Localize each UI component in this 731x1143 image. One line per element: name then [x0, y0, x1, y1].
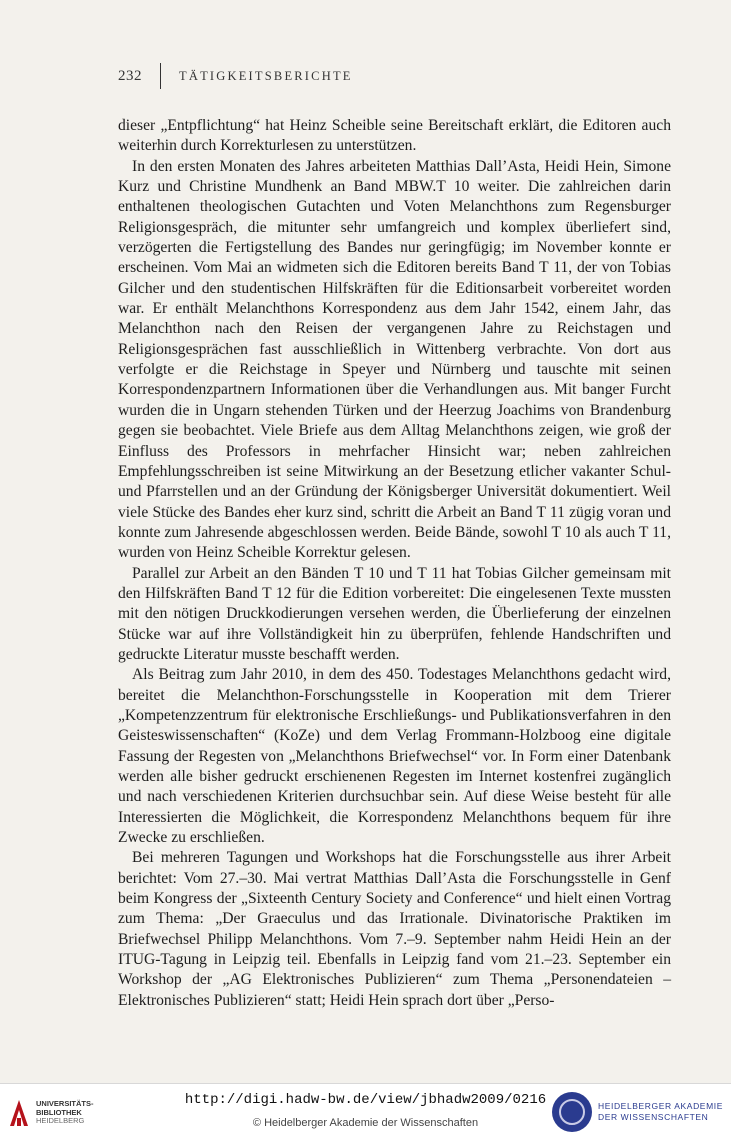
academy-name-line2: DER WISSENSCHAFTEN: [597, 1112, 709, 1122]
library-name-line1: UNIVERSITÄTS-: [36, 1099, 94, 1109]
academy-seal-icon: [552, 1092, 592, 1132]
academy-logo[interactable]: [552, 1092, 723, 1132]
body-text: [118, 116, 671, 1011]
page-number: 232: [118, 67, 142, 84]
paragraph: Parallel zur Arbeit an den Bänden T 10 und T 11 hat Tobias Gilcher gemeinsam mit den Hilfskräften Band T 12 für die Edition vorbereitet: Die eingelesenen Texte mussten mit den nötigen Druckkodierungen versehen werden, die Überlieferung der einzelnen Stücke war auf ihre Vollständigkeit hin zu überprüfen, fehlende Handschriften und gedruckte Literatur musste beschafft werden.: [118, 564, 671, 663]
paragraph: dieser „Entpflichtung“ hat Heinz Scheible seine Bereitschaft erklärt, die Editoren auch weiterhin durch Korrekturlesen zu unterstützen.: [118, 117, 671, 155]
paragraph: Bei mehreren Tagungen und Workshops hat die Forschungsstelle aus ihrer Arbeit berichtet: Vom 27.–30. Mai vertrat Matthias Dall’Asta die Forschungsstelle in Genf beim Kongress der „Sixteenth Century Society and Conference“ und hielt einen Vortrag zum Thema: „Der Graeculus und das Irrationale. Divinatorische Praktiken im Briefwechsel Philipp Melanchthons. Vom 7.–9. September nahm Heidi Hein an der ITUG-Tagung in Leipzig teil. Ebenfalls in Leipzig fand vom 21.–23. September ein Workshop der „AG Elektronisches Publizieren“ zum Thema „Personendateien – Elektronisches Publizieren“ statt; Heidi Hein sprach dort über „Perso-: [118, 849, 671, 1009]
library-name-line2: BIBLIOTHEK: [36, 1107, 82, 1117]
academy-name-line1: HEIDELBERGER AKADEMIE: [597, 1101, 723, 1111]
library-name-line3: HEIDELBERG: [36, 1116, 85, 1126]
paragraph: In den ersten Monaten des Jahres arbeiteten Matthias Dall’Asta, Heidi Hein, Simone Kurz und Christine Mundhenk an Band MBW.T 10 weiter. Die zahlreichen darin enthaltenen theologischen Gutachten und Voten Melanchthons zum Regensburger Religionsgespräch, die mitunter sehr umfangreich und komplex überliefert sind, verzögerten die Fertigstellung des Bandes nur geringfügig; im November konnte er erscheinen. Vom Mai an widmeten sich die Editoren bereits Band T 11, der von Tobias Gilcher und den studentischen Hilfskräften für die Editionsarbeit vorbereitet worden war. Er enthält Melanchthons Korrespondenz aus dem Jahr 1542, einem Jahr, das Melanchthon nach den Reisen der vergangenen Jahre zu Reichstagen und Religionsgesprächen fast ausschließlich in Wittenberg verbrachte. Von dort aus verfolgte er die Reichstage in Speyer und Nürnberg und tauschte mit seinen Korrespondenzpartnern Informationen über die Verhandlungen aus. Mit banger Furcht wurden die in Ungarn stehenden Türken und der Heerzug Joachims von Brandenburg gegen sie beobachtet. Viele Briefe aus dem Alltag Melanchthons zeigen, wie groß der Einfluss des Professors in mehrfacher Hinsicht war; neben zahlreichen Empfehlungsschreiben ist seine Mitwirkung an der Besetzung etlicher vakanter Schul- und Pfarrstellen und an der Gründung der Königsberger Universität dokumentiert. Weil viele Stücke des Bandes eher kurz sind, schritt die Arbeit an Band T 11 zügig voran und konnte zum Jahresende abgeschlossen werden. Beide Bände, sowohl T 10 als auch T 11, wurden von Heinz Scheible Korrektur gelesen.: [118, 157, 671, 562]
header-divider: [160, 63, 161, 89]
running-header: [118, 63, 353, 89]
copyright-notice: © Heidelberger Akademie der Wissenschaften: [252, 1117, 479, 1129]
permalink-url[interactable]: http://digi.hadw-bw.de/view/jbhadw2009/0216: [184, 1092, 547, 1108]
paragraph: Als Beitrag zum Jahr 2010, in dem des 450. Todestages Melanchthons gedacht wird, bereitet die Melanchthon-Forschungsstelle in Kooperation mit dem Trierer „Kompetenzzentrum für elektronische Erschließungs- und Publikationsverfahren in den Geisteswissenschaften“ (KoZe) und dem Verlag Frommann-Holzboog eine digitale Fassung der Regesten von „Melanchthons Briefwechsel“ vor. In Form einer Datenbank werden alle bisher gedruckt erschienenen Regesten im Internet kostenfrei zugänglich und nach verschiedenen Kriterien durchsuchbar sein. Auf diese Weise besteht für alle Interessierten die Möglichkeit, die Korrespondenz Melanchthons bequem für ihre Zwecke zu erschließen.: [118, 666, 671, 847]
digitization-footer: [0, 1083, 731, 1143]
running-title: TÄTIGKEITSBERICHTE: [179, 68, 353, 83]
